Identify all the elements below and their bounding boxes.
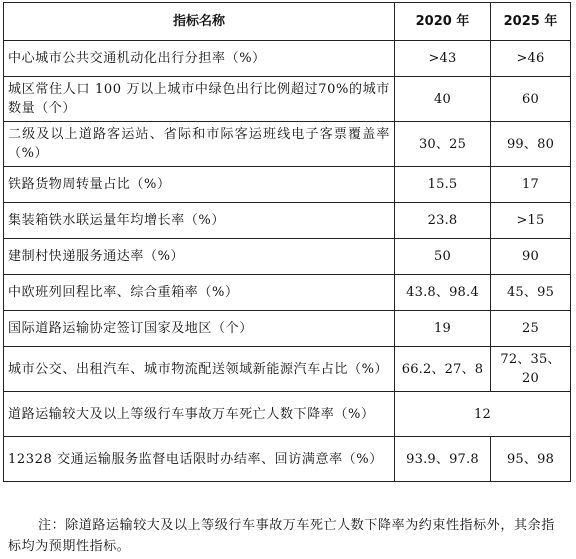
indicator-name-cell: 建制村快递服务通达率（%）	[4, 239, 395, 275]
indicator-name-cell: 城市公交、出租汽车、城市物流配送领域新能源汽车占比（%）	[4, 347, 395, 392]
indicator-name-cell: 国际道路运输协定签订国家及地区（个）	[4, 311, 395, 347]
indicator-name-cell: 集装箱铁水联运量年均增长率（%）	[4, 203, 395, 239]
value-2025-cell: 17	[491, 167, 571, 203]
value-2020-cell: 66.2、27、8	[395, 347, 491, 392]
value-2020-cell: >43	[395, 41, 491, 77]
value-2025-cell: 90	[491, 239, 571, 275]
header-year-2025: 2025 年	[491, 3, 571, 41]
value-2025-cell: 72、35、20	[491, 347, 571, 392]
table-row	[4, 392, 571, 437]
table-footnote: 注：除道路运输较大及以上等级行车事故万车死亡人数下降率为约束性指标外，其余指标均为预期性指标。	[8, 518, 555, 554]
table-row	[4, 239, 571, 275]
table-row	[4, 275, 571, 311]
indicators-table	[3, 2, 571, 482]
value-2025-cell: >46	[491, 41, 571, 77]
merged-value-cell: 12	[395, 392, 571, 437]
table-row	[4, 311, 571, 347]
value-2025-cell: >15	[491, 203, 571, 239]
table-header-row	[4, 3, 571, 41]
value-2020-cell: 23.8	[395, 203, 491, 239]
table-row	[4, 203, 571, 239]
indicator-name-cell: 12328 交通运输服务监督电话限时办结率、回访满意率（%）	[4, 437, 395, 482]
value-2020-cell: 30、25	[395, 122, 491, 167]
header-indicator-name: 指标名称	[4, 3, 395, 41]
table-row	[4, 77, 571, 122]
indicator-name-cell: 城区常住人口 100 万以上城市中绿色出行比例超过70%的城市数量（个）	[4, 77, 395, 122]
table-row	[4, 347, 571, 392]
value-2020-cell: 19	[395, 311, 491, 347]
table-row	[4, 122, 571, 167]
value-2025-cell: 60	[491, 77, 571, 122]
indicator-name-cell: 铁路货物周转量占比（%）	[4, 167, 395, 203]
value-2025-cell: 99、80	[491, 122, 571, 167]
value-2025-cell: 45、95	[491, 275, 571, 311]
table-row	[4, 41, 571, 77]
table-row	[4, 437, 571, 482]
indicator-name-cell: 二级及以上道路客运站、省际和市际客运班线电子客票覆盖率（%）	[4, 122, 395, 167]
indicator-name-cell: 道路运输较大及以上等级行车事故万车死亡人数下降率（%）	[4, 392, 395, 437]
value-2025-cell: 95、98	[491, 437, 571, 482]
indicator-name-cell: 中欧班列回程比率、综合重箱率（%）	[4, 275, 395, 311]
table-row	[4, 167, 571, 203]
indicator-name-cell: 中心城市公共交通机动化出行分担率（%）	[4, 41, 395, 77]
value-2020-cell: 15.5	[395, 167, 491, 203]
header-year-2020: 2020 年	[395, 3, 491, 41]
value-2020-cell: 50	[395, 239, 491, 275]
value-2020-cell: 43.8、98.4	[395, 275, 491, 311]
value-2020-cell: 93.9、97.8	[395, 437, 491, 482]
value-2025-cell: 25	[491, 311, 571, 347]
value-2020-cell: 40	[395, 77, 491, 122]
